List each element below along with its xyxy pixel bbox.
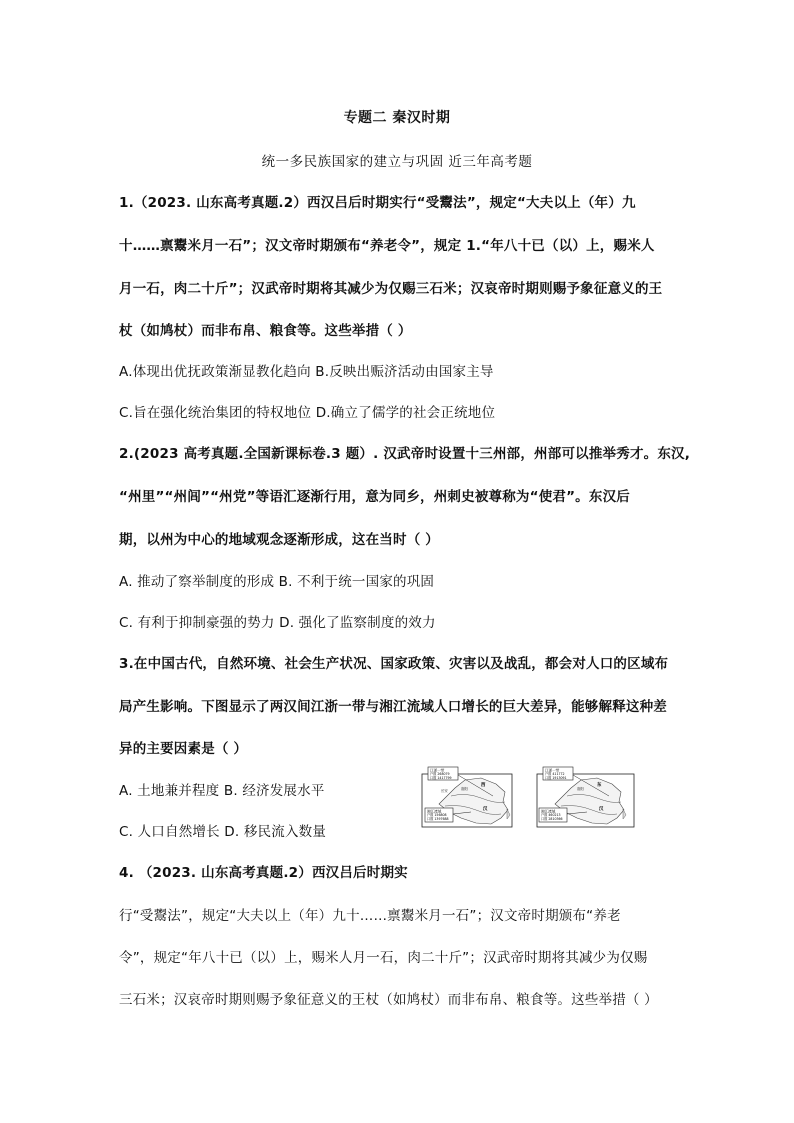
page-title: 专题二 秦汉时期	[343, 110, 451, 126]
q1-stem-line-2: 十……禀鬻米月一石”；汉文帝时期颁布“养老令”，规定 1.“年八十已（以）上，赐米人	[119, 238, 655, 254]
q1-stem-line-3: 月一石，肉二十斤”；汉武帝时期将其减少为仅赐三石米；汉哀帝时期则赐予象征意义的王	[119, 281, 663, 297]
q2-stem-line-1: 2.(2023 高考真题.全国新课标卷.3 题）. 汉武帝时设置十三州部，州部可以推举秀才。东汉,	[119, 446, 691, 462]
q1-stem-line-4: 杖（如鸠杖）而非布帛、粮食等。这些举措（ ）	[119, 323, 412, 339]
q3-stem-line-1: 3.在中国古代，自然环境、社会生产状况、国家政策、灾害以及战乱，都会对人口的区域布	[119, 656, 669, 672]
map-left-top-box-line-1: 江浙一带	[430, 768, 445, 773]
map-right-bottom-box-line-3: 口数 2810366	[541, 816, 563, 821]
q2-options-ab: A. 推动了察举制度的形成 B. 不利于统一国家的巩固	[119, 574, 435, 590]
q3-stem-line-3: 异的主要因素是（ ）	[119, 741, 248, 757]
q3-options-cd: C. 人口自然增长 D. 移民流入数量	[119, 824, 327, 840]
q4-stem-line-4: 三石米；汉哀帝时期则赐予象征意义的王杖（如鸠杖）而非布帛、粮食等。这些举措（ ）	[119, 992, 658, 1008]
q3-options-ab: A. 土地兼并程度 B. 经济发展水平	[119, 783, 325, 799]
q2-stem-line-2: “州里”“州闾”“州党”等语汇逐渐行用，意为同乡，州刺史被尊称为“使君”。东汉后	[119, 489, 630, 505]
map-left-bottom-box-line-3: 口数 1397688	[427, 816, 449, 821]
map-right-bottom-box-line-1: 湘江流域	[541, 809, 556, 814]
map-left-place-4: 汉	[483, 807, 488, 812]
map-right-top-box-line-3: 口数 1913091	[545, 775, 567, 780]
map-right-bottom-box-line-2: 户数 460213	[541, 813, 561, 818]
q1-options-ab: A.体现出优抚政策渐显教化趋向 B.反映出赈济活动由国家主导	[119, 364, 494, 380]
page-subtitle: 统一多民族国家的建立与巩固 近三年高考题	[261, 154, 533, 170]
q3-stem-line-2: 局产生影响。下图显示了两汉间江浙一带与湘江流域人口增长的巨大差异，能够解释这种差	[119, 699, 667, 715]
map-left-top-box-line-3: 口数 1417799	[430, 775, 452, 780]
population-maps-figure	[421, 766, 636, 828]
map-western-han	[422, 767, 512, 827]
map-right-top-box-line-1: 江浙一带	[545, 768, 560, 773]
map-right-place-1: 洛阳	[577, 787, 584, 791]
q1-stem-line-1: 1.（2023. 山东高考真题.2）西汉吕后时期实行“受鬻法”，规定“大夫以上（年）九	[119, 195, 636, 211]
q2-options-cd: C. 有利于抑制豪强的势力 D. 强化了监察制度的效力	[119, 615, 436, 631]
q1-options-cd: C.旨在强化统治集团的特权地位 D.确立了儒学的社会正统地位	[119, 405, 496, 421]
map-eastern-han	[537, 767, 634, 827]
map-right-place-2: 东	[597, 783, 602, 788]
map-left-place-2: 洛阳	[461, 787, 468, 791]
map-left-bottom-box-line-1: 湘江流域	[427, 809, 442, 814]
q2-stem-line-3: 期，以州为中心的地域观念逐渐形成，这在当时（ ）	[119, 532, 439, 548]
map-left-bottom-box-line-2: 户数 156808	[427, 813, 447, 818]
q4-stem-line-2: 行“受鬻法”，规定“大夫以上（年）九十……禀鬻米月一石”；汉文帝时期颁布“养老	[119, 908, 621, 924]
q4-stem-line-3: 令”，规定“年八十已（以）上，赐米人月一石，肉二十斤”；汉武帝时期将其减少为仅赐	[119, 950, 648, 966]
q4-stem-line-1: 4. （2023. 山东高考真题.2）西汉吕后时期实	[119, 865, 408, 881]
map-right-top-box-line-2: 户数 411772	[545, 772, 565, 777]
map-left-place-3: 西	[481, 783, 486, 788]
map-right-place-3: 汉	[599, 807, 604, 812]
map-left-place-1: 长安	[441, 789, 448, 793]
map-left-top-box-line-2: 户数 268079	[430, 772, 450, 777]
